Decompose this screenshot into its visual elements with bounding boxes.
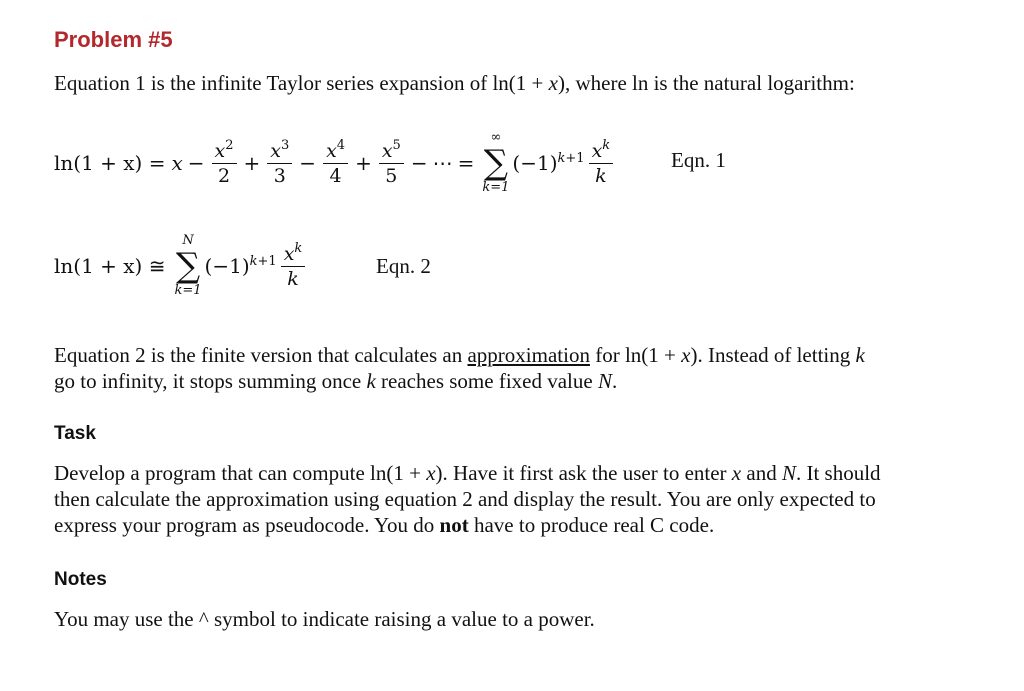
summation-symbol: ∞ ∑ k=1 bbox=[482, 130, 510, 195]
variable-n: N bbox=[781, 461, 796, 485]
problem-title: Problem #5 bbox=[54, 27, 173, 52]
term-x5-over-5: $\frac{x^5}{5}$ bbox=[379, 140, 404, 187]
variable-x: x bbox=[548, 71, 558, 95]
approximation-term: approximation bbox=[467, 343, 590, 367]
variable-k: k bbox=[366, 369, 376, 393]
intro-paragraph bbox=[54, 70, 855, 96]
text-run: . It should bbox=[795, 461, 881, 485]
sum-lower-limit: k=1 bbox=[482, 180, 510, 195]
term-x2-over-2: $\frac{x^2}{2}$ bbox=[212, 140, 237, 187]
minus-sign: − bbox=[299, 151, 317, 175]
ellipsis: ⋯ bbox=[432, 151, 453, 175]
text-run: ). Have it first ask the user to enter bbox=[435, 461, 732, 485]
text-run: and bbox=[741, 461, 782, 485]
term-x3-over-3: $\frac{x^3}{3}$ bbox=[267, 140, 292, 187]
term-xk-over-k: $\frac{x^k}{k}$ bbox=[589, 140, 614, 187]
minus-sign: − bbox=[410, 151, 428, 175]
eqn1-lhs: ln(1 + x) = bbox=[54, 151, 166, 175]
minus-sign: − bbox=[187, 151, 205, 175]
term-xk-over-k: $\frac{x^k}{k}$ bbox=[281, 243, 306, 290]
plus-sign: + bbox=[355, 151, 372, 175]
paragraph-line bbox=[54, 368, 865, 394]
eqn2-label: Eqn. 2 bbox=[376, 254, 431, 278]
variable-n: N bbox=[597, 369, 612, 393]
text-run: have to produce real C code. bbox=[468, 513, 715, 537]
approximation-paragraph bbox=[54, 342, 865, 394]
notes-paragraph: You may use the ^ symbol to indicate raising a value to a power. bbox=[54, 607, 595, 631]
eqn2-lhs: ln(1 + x) ≅ bbox=[54, 254, 166, 278]
term-x: x bbox=[171, 151, 183, 175]
variable-x: x bbox=[426, 461, 436, 485]
task-paragraph bbox=[54, 460, 881, 538]
paragraph-line: then calculate the approximation using equation 2 and display the result. You are only expected to bbox=[54, 487, 876, 511]
sign-factor: $(-1)^{k+1}$ bbox=[204, 254, 277, 278]
plus-sign: + bbox=[243, 151, 261, 175]
summation-symbol: N ∑ k=1 bbox=[174, 233, 202, 298]
sign-factor: $(-1)^{k+1}$ bbox=[512, 151, 585, 175]
intro-text: Equation 1 is the infinite Taylor series expansion of ln(1 + x), where ln is the natural logarithm: bbox=[54, 71, 855, 95]
text-run: . bbox=[611, 369, 618, 393]
equation-1 bbox=[54, 126, 615, 200]
emphasis-not: not bbox=[439, 513, 469, 537]
variable-x: x bbox=[681, 343, 691, 367]
sum-upper-limit: N bbox=[182, 233, 194, 248]
sum-lower-limit: k=1 bbox=[174, 283, 202, 298]
term-x4-over-4: $\frac{x^4}{4}$ bbox=[323, 140, 348, 187]
paragraph-line bbox=[54, 512, 881, 538]
text-run: Equation 2 is the finite version that calculates an bbox=[54, 343, 468, 367]
text-run: express your program as pseudocode. You do bbox=[54, 513, 440, 537]
sum-upper-limit: ∞ bbox=[490, 130, 502, 145]
eqn1-label: Eqn. 1 bbox=[671, 148, 726, 172]
text-run: reaches some fixed value bbox=[375, 369, 598, 393]
variable-k: k bbox=[855, 343, 865, 367]
paragraph-line bbox=[54, 342, 865, 368]
equals-sign: = bbox=[457, 151, 475, 175]
text-run: go to infinity, it stops summing once bbox=[54, 369, 367, 393]
text-run: ). Instead of letting bbox=[690, 343, 856, 367]
text-run: for ln(1 + bbox=[589, 343, 682, 367]
text-run: Develop a program that can compute ln(1 + bbox=[54, 461, 427, 485]
notes-heading: Notes bbox=[54, 569, 107, 590]
paragraph-line bbox=[54, 460, 881, 486]
task-heading: Task bbox=[54, 423, 96, 444]
variable-x: x bbox=[731, 461, 742, 485]
equation-2 bbox=[54, 228, 307, 304]
